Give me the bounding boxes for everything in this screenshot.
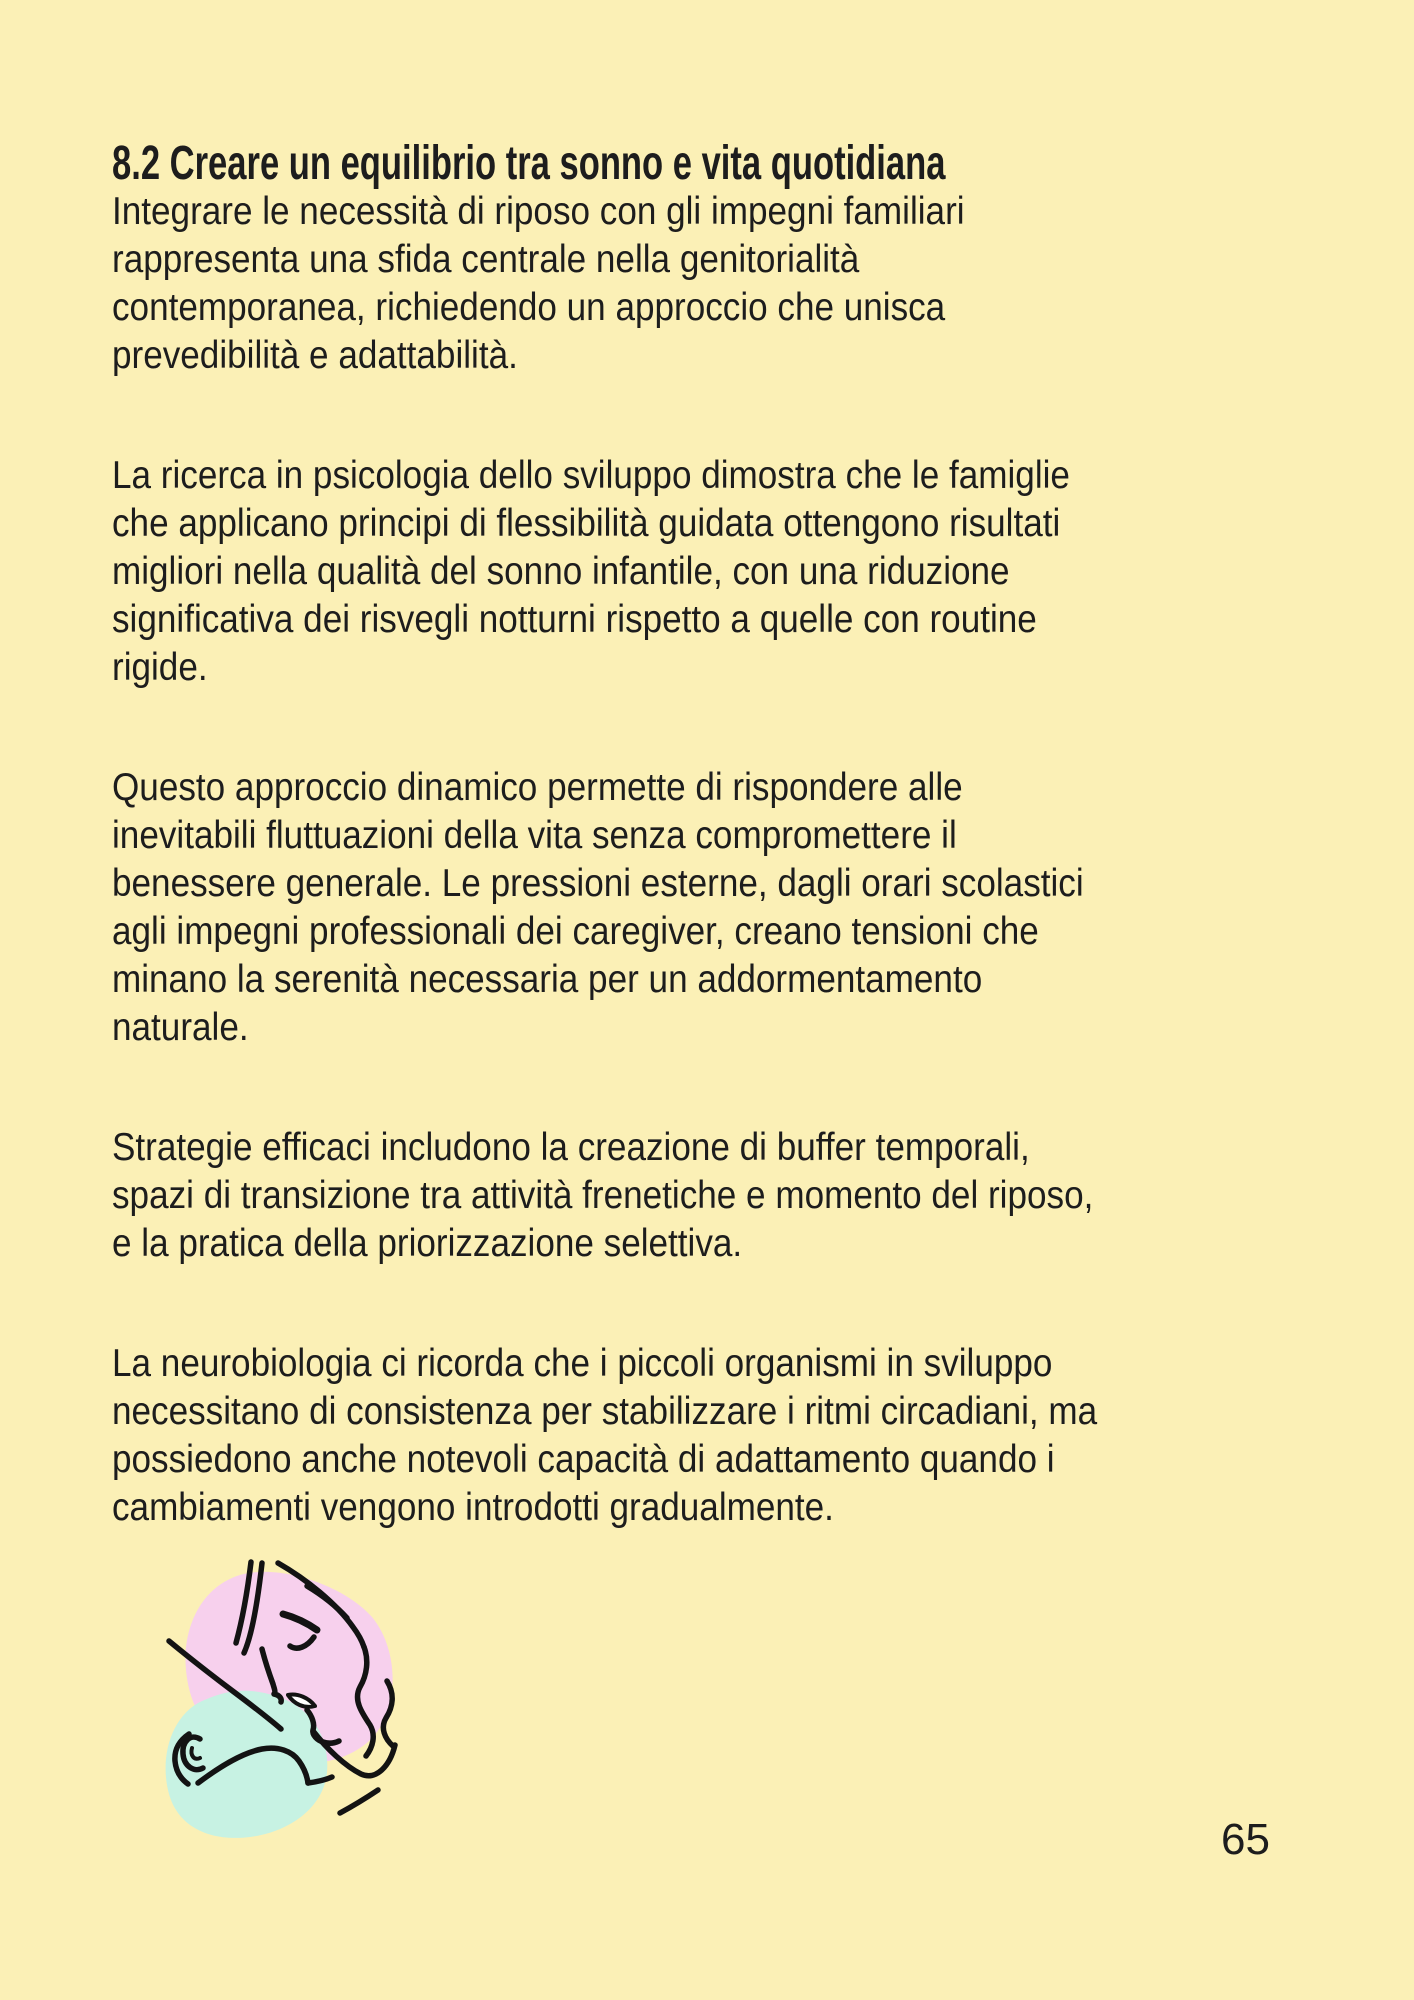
paragraph-line: Strategie efficaci includono la creazione di buffer temporali, [112, 1126, 1030, 1169]
paragraph-4 [112, 1124, 1272, 1268]
paragraph-line: agli impegni professionali dei caregiver, creano tensioni che [112, 910, 1039, 953]
mother-baby-illustration [110, 1535, 450, 1945]
paragraph-5 [112, 1340, 1272, 1532]
paragraph-line: La neurobiologia ci ricorda che i piccoli organismi in sviluppo [112, 1342, 1053, 1385]
paragraph-line: minano la serenità necessaria per un addormentamento [112, 958, 983, 1001]
page-number: 65 [1221, 1815, 1270, 1864]
section-heading: 8.2 Creare un equilibrio tra sonno e vita quotidiana [112, 137, 946, 190]
paragraph-line: inevitabili fluttuazioni della vita senza compromettere il [112, 814, 957, 857]
paragraph-line: necessitano di consistenza per stabilizzare i ritmi circadiani, ma [112, 1390, 1098, 1433]
paragraph-line: possiedono anche notevoli capacità di adattamento quando i [112, 1438, 1055, 1481]
paragraph-line: cambiamenti vengono introdotti gradualmente. [112, 1486, 834, 1529]
paragraph-line: e la pratica della priorizzazione selettiva. [112, 1222, 743, 1265]
paragraph-line: che applicano principi di flessibilità guidata ottengono risultati [112, 502, 1061, 545]
paragraph-line: significativa dei risvegli notturni rispetto a quelle con routine [112, 598, 1037, 641]
paragraph-1 [112, 188, 1272, 380]
paragraph-line: contemporanea, richiedendo un approccio che unisca [112, 286, 946, 329]
paragraph-line: migliori nella qualità del sonno infantile, con una riduzione [112, 550, 1010, 593]
hand-curve-line [340, 1790, 378, 1813]
paragraph-line: spazi di transizione tra attività frenetiche e momento del riposo, [112, 1174, 1094, 1217]
paragraph-3 [112, 764, 1272, 1052]
paragraph-line: La ricerca in psicologia dello sviluppo dimostra che le famiglie [112, 454, 1070, 497]
paragraph-line: Questo approccio dinamico permette di rispondere alle [112, 766, 963, 809]
paragraph-line: Integrare le necessità di riposo con gli impegni familiari [112, 190, 965, 233]
paragraph-line: naturale. [112, 1006, 249, 1049]
text-column [112, 137, 1272, 1532]
paragraph-line: rigide. [112, 646, 208, 689]
paragraph-2 [112, 452, 1272, 692]
paragraph-line: prevedibilità e adattabilità. [112, 334, 518, 377]
paragraph-line: rappresenta una sfida centrale nella genitorialità [112, 238, 860, 281]
paragraph-line: benessere generale. Le pressioni esterne, dagli orari scolastici [112, 862, 1084, 905]
